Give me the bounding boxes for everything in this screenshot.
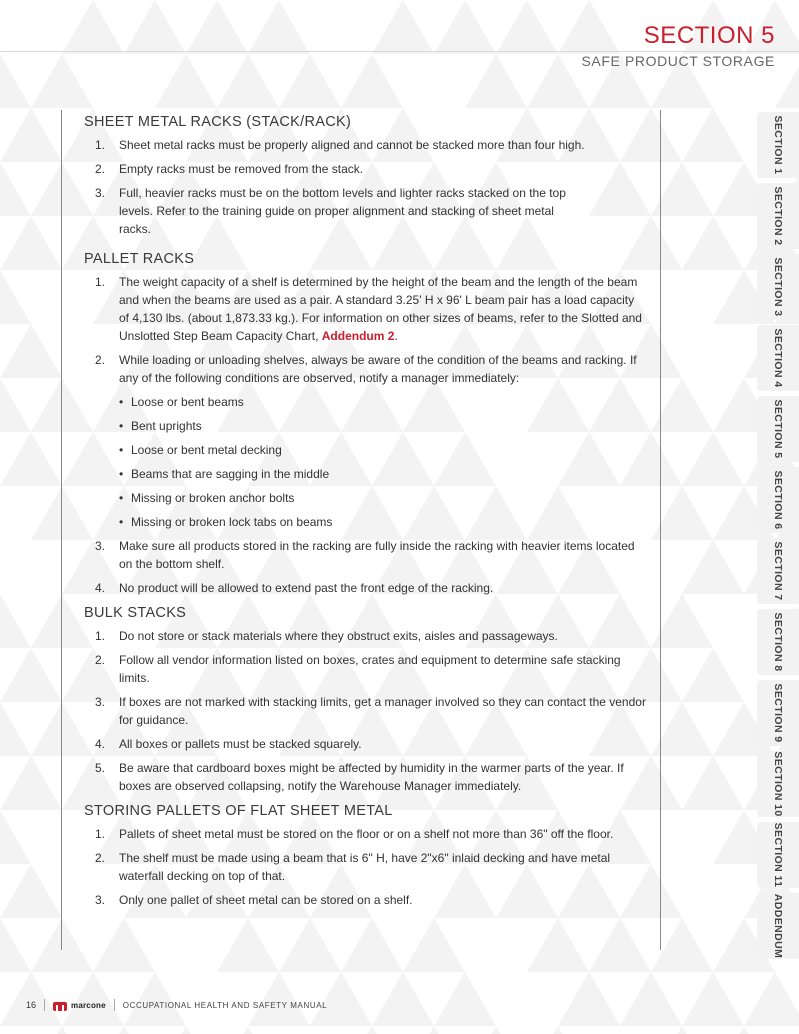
section-subtitle: SAFE PRODUCT STORAGE <box>581 53 775 69</box>
pattern-triangle <box>155 1026 217 1034</box>
list-item: 2. Follow all vendor information listed on boxes, crates and equipment to determine safe stacking limits. <box>95 653 621 685</box>
pattern-triangle <box>527 54 589 108</box>
list-item: 1. Do not store or stack materials where they obstruct exits, aisles and passageways. <box>95 629 558 643</box>
pattern-triangle <box>0 270 31 324</box>
addendum-2-link[interactable]: Addendum 2 <box>321 329 395 343</box>
pattern-triangle <box>651 1026 713 1034</box>
list-item: 4. All boxes or pallets must be stacked squarely. <box>95 737 362 751</box>
pattern-triangle <box>186 0 248 54</box>
list-item: 2. The shelf must be made using a beam that is 6" H, have 2"x6" inlaid decking and have metal waterfall decking on top of that. <box>95 851 611 883</box>
pattern-triangle <box>682 432 744 486</box>
pattern-triangle <box>341 918 403 972</box>
tab-section-5[interactable]: SECTION 5 <box>757 396 799 462</box>
tab-section-2[interactable]: SECTION 2 <box>757 183 799 249</box>
pattern-triangle <box>279 918 341 972</box>
pattern-triangle <box>0 702 31 756</box>
pattern-triangle <box>31 54 93 108</box>
pattern-triangle <box>496 0 558 54</box>
pattern-triangle <box>31 918 93 972</box>
pattern-triangle <box>682 108 744 162</box>
heading-pallet-racks: PALLET RACKS <box>84 251 195 267</box>
bullet-item: • Missing or broken anchor bolts <box>84 489 646 507</box>
manual-title: OCCUPATIONAL HEALTH AND SAFETY MANUAL <box>122 1000 328 1010</box>
tab-section-3[interactable]: SECTION 3 <box>757 254 799 320</box>
pallet-racks-list <box>84 273 646 387</box>
list-item: 1. Pallets of sheet metal must be stored on the floor or on a shelf not more than 36" off the floor. <box>95 827 614 841</box>
list-item: 4. No product will be allowed to extend past the front edge of the racking. <box>95 581 494 595</box>
pattern-triangle <box>558 972 620 1026</box>
pattern-triangle <box>682 648 744 702</box>
pattern-triangle <box>341 1026 403 1034</box>
tab-addendum[interactable]: ADDENDUM <box>757 893 799 959</box>
pattern-triangle <box>0 54 31 108</box>
pattern-triangle <box>0 378 31 432</box>
pattern-triangle <box>465 1026 527 1034</box>
pattern-triangle <box>403 1026 465 1034</box>
pattern-triangle <box>0 162 31 216</box>
pattern-triangle <box>279 54 341 108</box>
pattern-triangle <box>341 54 403 108</box>
content-left-rule <box>61 110 62 950</box>
bullet-item: • Beams that are sagging in the middle <box>84 465 646 483</box>
pattern-triangle <box>403 918 465 972</box>
tab-section-1[interactable]: SECTION 1 <box>757 112 799 178</box>
pattern-triangle <box>372 972 434 1026</box>
pattern-triangle <box>682 216 744 270</box>
pattern-triangle <box>0 810 31 864</box>
list-item: 2. Empty racks must be removed from the stack. <box>95 162 364 176</box>
list-item: 3. Full, heavier racks must be on the bottom levels and lighter racks stacked on the top levels. Refer to the training guide on proper alignment and stacking of sheet metal racks. <box>95 186 566 236</box>
pattern-triangle <box>217 54 279 108</box>
pattern-triangle <box>62 0 124 54</box>
pattern-triangle <box>124 0 186 54</box>
pattern-triangle <box>0 432 62 486</box>
pattern-triangle <box>248 0 310 54</box>
tab-section-4[interactable]: SECTION 4 <box>757 325 799 391</box>
rack-condition-bullets <box>84 393 646 531</box>
pattern-triangle <box>527 1026 589 1034</box>
pattern-triangle <box>682 972 744 1026</box>
pattern-triangle <box>775 1026 799 1034</box>
bullet-item: • Bent uprights <box>84 417 646 435</box>
bullet-item: • Loose or bent metal decking <box>84 441 646 459</box>
storing-pallets-list <box>84 825 646 909</box>
content-body <box>84 114 646 909</box>
pattern-triangle <box>0 216 62 270</box>
tab-section-10[interactable]: SECTION 10 <box>757 751 799 817</box>
pattern-triangle <box>713 1026 775 1034</box>
pattern-triangle <box>0 324 62 378</box>
pattern-triangle <box>434 972 496 1026</box>
section-tabs <box>757 112 799 964</box>
heading-storing-pallets: STORING PALLETS OF FLAT SHEET METAL <box>84 803 393 819</box>
list-item: 5. Be aware that cardboard boxes might be affected by humidity in the warmer parts of the year. If boxes are observed collapsing, notify the Warehouse Manager immediately. <box>95 761 624 793</box>
pattern-triangle <box>775 54 799 108</box>
pattern-triangle <box>465 54 527 108</box>
page-footer <box>26 998 327 1012</box>
bullet-item: • Missing or broken lock tabs on beams <box>84 513 646 531</box>
list-item: 3. Make sure all products stored in the racking are fully inside the racking with heavier items located on the bottom shelf. <box>95 539 635 571</box>
sheet-metal-racks-list <box>84 136 646 238</box>
tab-section-11[interactable]: SECTION 11 <box>757 822 799 888</box>
header-divider <box>0 51 799 52</box>
pattern-triangle <box>217 1026 279 1034</box>
page-number: 16 <box>26 1000 37 1010</box>
pattern-triangle <box>0 594 31 648</box>
pattern-triangle <box>0 756 62 810</box>
section-title: SECTION 5 <box>643 22 775 49</box>
pattern-triangle <box>0 918 31 972</box>
pattern-triangle <box>372 0 434 54</box>
brand-wordmark: marcone <box>71 1000 106 1010</box>
footer-divider <box>44 999 45 1011</box>
tab-section-9[interactable]: SECTION 9 <box>757 680 799 746</box>
content-right-rule <box>660 110 661 950</box>
heading-bulk-stacks: BULK STACKS <box>84 605 187 621</box>
pattern-triangle <box>744 972 799 1026</box>
pattern-triangle <box>93 1026 155 1034</box>
pattern-triangle <box>155 54 217 108</box>
list-item: 3. Only one pallet of sheet metal can be stored on a shelf. <box>95 893 413 907</box>
pattern-triangle <box>93 918 155 972</box>
bullet-item: • Loose or bent beams <box>84 393 646 411</box>
pattern-triangle <box>589 918 651 972</box>
list-item: 2. While loading or unloading shelves, always be aware of the condition of the beams and racking. If any of the following conditions are observed, notify a manager immediately: <box>95 353 637 385</box>
list-item: 3. If boxes are not marked with stacking limits, get a manager involved so they can contact the vendor for guidance. <box>95 695 646 727</box>
tab-section-6[interactable]: SECTION 6 <box>757 467 799 533</box>
list-item: 1. Sheet metal racks must be properly aligned and cannot be stacked more than four high. <box>95 138 585 152</box>
pattern-triangle <box>558 0 620 54</box>
pattern-triangle <box>682 756 744 810</box>
pallet-racks-list-cont <box>84 537 646 597</box>
heading-sheet-metal-racks: SHEET METAL RACKS (STACK/RACK) <box>84 114 352 130</box>
pattern-triangle <box>0 108 62 162</box>
bulk-stacks-list <box>84 627 646 795</box>
tab-section-8[interactable]: SECTION 8 <box>757 609 799 675</box>
pattern-triangle <box>0 864 62 918</box>
pattern-triangle <box>620 972 682 1026</box>
marcone-logo-icon <box>53 999 67 1011</box>
pattern-triangle <box>0 648 62 702</box>
list-item: 1. The weight capacity of a shelf is determined by the height of the beam and the length of the beam and when the beams are used as a pair. A standard 3.25' H x 96' L beam pair has a load capacity of 4,130 lbs. (about 1,873.33 kg.). For information on other sizes of beams, refer to the Slotted and Unslotted Step Beam Capacity Chart, Addendum 2. <box>95 275 642 343</box>
pattern-triangle <box>217 918 279 972</box>
tab-section-7[interactable]: SECTION 7 <box>757 538 799 604</box>
pattern-triangle <box>682 540 744 594</box>
footer-divider <box>114 999 115 1011</box>
pattern-triangle <box>31 1026 93 1034</box>
pattern-triangle <box>527 918 589 972</box>
pattern-triangle <box>434 0 496 54</box>
